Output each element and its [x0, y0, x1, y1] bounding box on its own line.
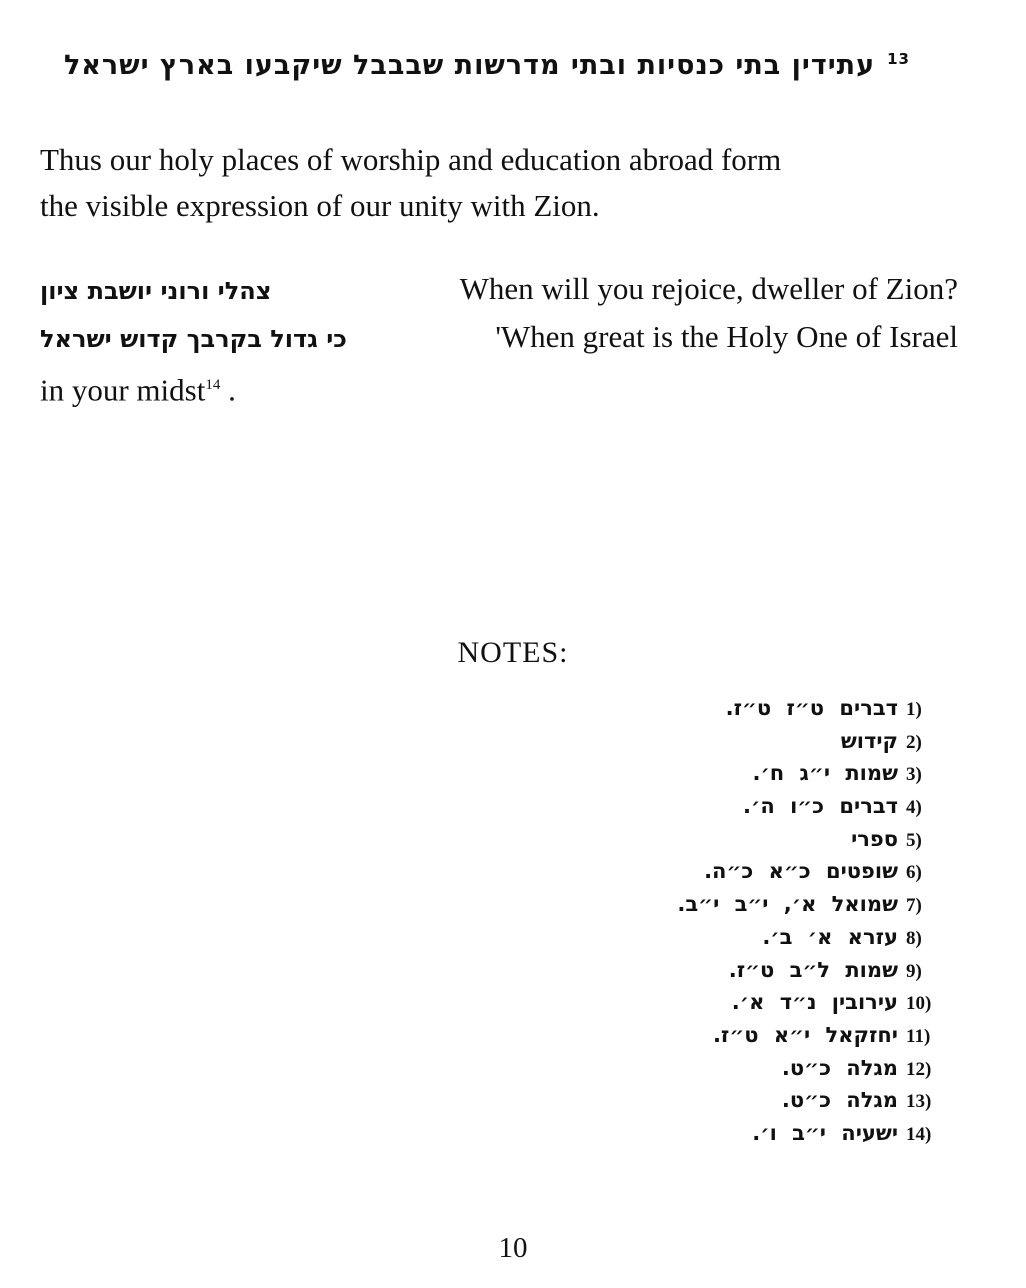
- line-3-end: .: [220, 372, 236, 408]
- note-text: יחזקאל י״א ט״ז.: [712, 1022, 898, 1047]
- note-item: [588, 761, 948, 794]
- note-text: מגלה כ״ט.: [781, 1055, 898, 1080]
- note-text: דברים ט״ז ט״ז.: [725, 696, 898, 720]
- note-text: ישעיה י״ב ו׳.: [752, 1120, 898, 1145]
- note-number: 2): [906, 731, 922, 753]
- note-number: 5): [906, 829, 922, 851]
- english-line-2: 'When great is the Holy One of Israel: [495, 319, 958, 354]
- note-number: 13): [906, 1091, 932, 1113]
- quote-text: עתידין בתי כנסיות ובתי מדרשות שבבבל שיקבעו בארץ ישראל: [63, 50, 876, 81]
- note-item: [588, 990, 948, 1023]
- note-item: [588, 1056, 948, 1089]
- quote-marker: 13: [887, 50, 910, 68]
- hebrew-inline-2: כי גדול בקרבך קדוש ישראל: [40, 325, 347, 353]
- notes-list: [588, 696, 948, 1154]
- page-number: 10: [498, 1232, 528, 1264]
- note-number: 6): [906, 862, 922, 884]
- paragraph-1-line-2: the visible expression of our unity with Zion.: [40, 188, 600, 223]
- notes-heading: NOTES:: [457, 636, 569, 669]
- note-number: 12): [906, 1058, 932, 1080]
- note-text: שמות י״ג ח׳.: [752, 761, 898, 786]
- english-line-1: When will you rejoice, dweller of Zion?: [459, 271, 958, 306]
- note-item: [588, 696, 948, 729]
- note-text: שופטים כ״א כ״ה.: [704, 859, 898, 884]
- note-number: 9): [906, 960, 922, 982]
- note-text: שמואל א׳, י״ב י״ב.: [677, 892, 898, 917]
- note-number: 8): [906, 927, 922, 949]
- paragraph-1-line-1-text: Thus our holy places of worship and education abroad form: [40, 142, 782, 177]
- note-number: 4): [906, 797, 922, 819]
- note-item: [588, 859, 948, 892]
- footnote-ref-14: 14: [205, 377, 221, 393]
- note-number: 3): [906, 764, 922, 786]
- hebrew-quote: [60, 50, 910, 81]
- paragraph-2: [40, 266, 958, 413]
- note-item: [588, 1088, 948, 1121]
- note-text: עירובין נ״ד א׳.: [731, 990, 898, 1015]
- paragraph-1-line-1: [40, 137, 958, 183]
- note-item: [588, 1023, 948, 1056]
- note-item: [588, 794, 948, 827]
- note-item: [588, 827, 948, 860]
- note-text: שמות ל״ב ט״ז.: [728, 957, 898, 982]
- note-text: דברים כ״ו ה׳.: [743, 794, 898, 819]
- note-number: 11): [906, 1025, 931, 1047]
- note-number: 1): [906, 699, 922, 720]
- hebrew-inline-1: צהלי ורוני יושבת ציון: [40, 277, 272, 305]
- note-number: 7): [906, 895, 922, 917]
- line-3-text: in your midst: [40, 372, 206, 408]
- paragraph-1: [40, 137, 958, 229]
- note-text: קידוש: [840, 728, 898, 753]
- note-item: [588, 958, 948, 991]
- note-number: 14): [906, 1123, 932, 1145]
- paragraph-2-line-2: [40, 314, 958, 362]
- note-text: מגלה כ״ט.: [781, 1088, 898, 1113]
- note-item: [588, 729, 948, 762]
- note-text: עזרא א׳ ב׳.: [762, 924, 898, 949]
- note-number: 10): [906, 993, 932, 1015]
- paragraph-2-line-1: [40, 266, 958, 314]
- paragraph-2-line-3: [40, 362, 958, 413]
- note-item: [588, 925, 948, 958]
- note-item: [588, 892, 948, 925]
- note-item: [588, 1121, 948, 1154]
- note-text: ספרי: [851, 826, 898, 851]
